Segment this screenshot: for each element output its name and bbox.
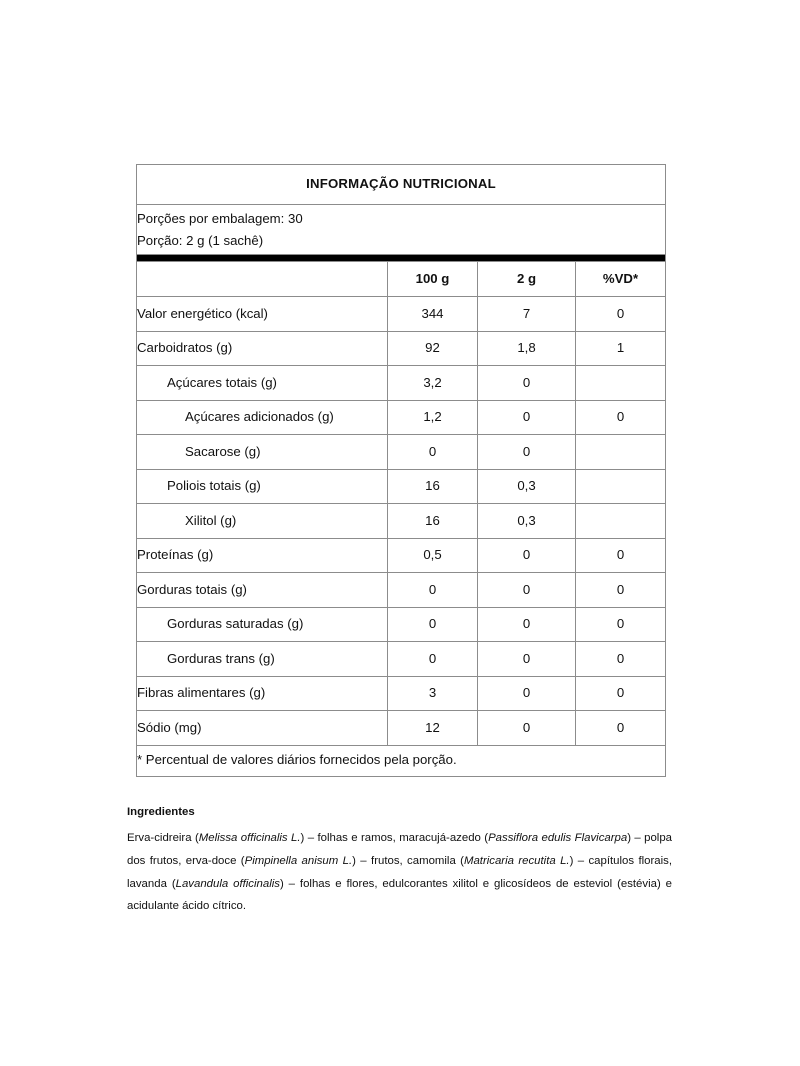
nutrition-facts-panel bbox=[136, 164, 665, 777]
footnote-row bbox=[137, 745, 666, 776]
ingredients-text: Erva-cidreira (Melissa officinalis L.) – folhas e ramos, maracujá-azedo (Passiflora edulis Flavicarpa) – polpa dos frutos, erva-doce (Pimpinella anisum L.) – frutos, camomila (Matricaria recutita L.) – capítulos florais, lavanda (Lavandula officinalis) – folhas e flores, edulcorantes xilitol e glicosídeos de esteviol (estévia) e acidulante ácido cítrico. bbox=[127, 832, 673, 913]
nutrient-value-vd bbox=[576, 504, 666, 539]
table-row bbox=[137, 676, 666, 711]
nutrient-value-100g: 3,2 bbox=[388, 366, 478, 401]
nutrient-label: Xilitol (g) bbox=[137, 504, 388, 539]
column-header-blank bbox=[137, 262, 388, 297]
nutrient-label: Gorduras saturadas (g) bbox=[137, 607, 388, 642]
nutrient-rows bbox=[137, 297, 666, 746]
nutrient-value-portion: 0 bbox=[478, 607, 576, 642]
nutrient-value-vd: 0 bbox=[576, 607, 666, 642]
serving-size: Porção: 2 g (1 sachê) bbox=[137, 232, 264, 248]
nutrient-value-vd: 0 bbox=[576, 297, 666, 332]
nutrient-value-vd: 0 bbox=[576, 642, 666, 677]
nutrition-facts-table bbox=[136, 164, 666, 777]
ingredients-heading: Ingredientes bbox=[127, 806, 195, 818]
nutrient-value-portion: 0 bbox=[478, 538, 576, 573]
thick-rule bbox=[137, 255, 665, 261]
nutrient-value-100g: 0 bbox=[388, 573, 478, 608]
scientific-name: Lavandula officinalis bbox=[175, 877, 280, 890]
nutrition-title-row bbox=[137, 165, 666, 205]
serving-info-row bbox=[137, 205, 666, 255]
table-row bbox=[137, 331, 666, 366]
column-header-vd: %VD* bbox=[576, 262, 666, 297]
nutrient-value-portion: 0 bbox=[478, 711, 576, 746]
column-header-portion: 2 g bbox=[478, 262, 576, 297]
table-row bbox=[137, 573, 666, 608]
nutrient-value-100g: 344 bbox=[388, 297, 478, 332]
scientific-name: Melissa officinalis L. bbox=[198, 832, 301, 844]
nutrient-value-100g: 3 bbox=[388, 676, 478, 711]
nutrition-footnote: * Percentual de valores diários fornecidos pela porção. bbox=[137, 745, 666, 776]
table-row bbox=[137, 435, 666, 470]
nutrient-value-portion: 0 bbox=[478, 573, 576, 608]
nutrient-label: Valor energético (kcal) bbox=[137, 297, 388, 332]
nutrient-value-portion: 0 bbox=[478, 366, 576, 401]
nutrient-value-vd bbox=[576, 435, 666, 470]
nutrient-label: Carboidratos (g) bbox=[137, 331, 388, 366]
nutrient-value-vd: 0 bbox=[576, 400, 666, 435]
nutrient-value-100g: 16 bbox=[388, 469, 478, 504]
table-row bbox=[137, 469, 666, 504]
nutrient-value-vd bbox=[576, 469, 666, 504]
nutrient-label: Sacarose (g) bbox=[137, 435, 388, 470]
nutrient-value-portion: 1,8 bbox=[478, 331, 576, 366]
serving-info-cell bbox=[137, 205, 666, 255]
nutrient-label: Sódio (mg) bbox=[137, 711, 388, 746]
nutrition-title: INFORMAÇÃO NUTRICIONAL bbox=[137, 165, 666, 205]
scientific-name: Passiflora edulis Flavicarpa bbox=[488, 832, 628, 844]
nutrient-value-portion: 0 bbox=[478, 400, 576, 435]
table-row bbox=[137, 400, 666, 435]
nutrient-value-portion: 0 bbox=[478, 642, 576, 677]
nutrition-footnote-body bbox=[137, 745, 666, 776]
thick-rule-row bbox=[137, 255, 666, 262]
nutrient-value-vd: 0 bbox=[576, 676, 666, 711]
nutrient-value-portion: 0,3 bbox=[478, 469, 576, 504]
nutrient-value-portion: 0,3 bbox=[478, 504, 576, 539]
nutrient-value-vd: 1 bbox=[576, 331, 666, 366]
nutrient-value-vd: 0 bbox=[576, 538, 666, 573]
nutrient-label: Fibras alimentares (g) bbox=[137, 676, 388, 711]
nutrient-value-100g: 0 bbox=[388, 435, 478, 470]
nutrient-value-portion: 0 bbox=[478, 676, 576, 711]
nutrient-value-100g: 0 bbox=[388, 607, 478, 642]
scientific-name: Matricaria recutita L. bbox=[463, 854, 570, 867]
scientific-name: Pimpinella anisum L. bbox=[244, 854, 353, 867]
thick-rule-cell bbox=[137, 255, 666, 262]
table-row bbox=[137, 607, 666, 642]
table-row bbox=[137, 504, 666, 539]
nutrient-label: Proteínas (g) bbox=[137, 538, 388, 573]
nutrition-table-body bbox=[137, 165, 666, 297]
nutrient-value-vd: 0 bbox=[576, 711, 666, 746]
nutrient-value-portion: 7 bbox=[478, 297, 576, 332]
ingredients-section bbox=[127, 806, 672, 918]
table-row bbox=[137, 297, 666, 332]
nutrient-value-100g: 1,2 bbox=[388, 400, 478, 435]
nutrient-value-portion: 0 bbox=[478, 435, 576, 470]
nutrient-value-vd: 0 bbox=[576, 573, 666, 608]
nutrient-label: Gorduras totais (g) bbox=[137, 573, 388, 608]
nutrient-value-100g: 0,5 bbox=[388, 538, 478, 573]
nutrient-value-100g: 0 bbox=[388, 642, 478, 677]
nutrient-label: Açúcares adicionados (g) bbox=[137, 400, 388, 435]
table-row bbox=[137, 711, 666, 746]
nutrient-label: Poliois totais (g) bbox=[137, 469, 388, 504]
table-row bbox=[137, 538, 666, 573]
nutrient-value-100g: 12 bbox=[388, 711, 478, 746]
servings-per-package: Porções por embalagem: 30 bbox=[137, 211, 303, 227]
column-header-row bbox=[137, 262, 666, 297]
column-header-100g: 100 g bbox=[388, 262, 478, 297]
nutrient-value-100g: 92 bbox=[388, 331, 478, 366]
nutrient-value-100g: 16 bbox=[388, 504, 478, 539]
nutrient-label: Açúcares totais (g) bbox=[137, 366, 388, 401]
nutrient-value-vd bbox=[576, 366, 666, 401]
nutrient-label: Gorduras trans (g) bbox=[137, 642, 388, 677]
table-row bbox=[137, 642, 666, 677]
table-row bbox=[137, 366, 666, 401]
